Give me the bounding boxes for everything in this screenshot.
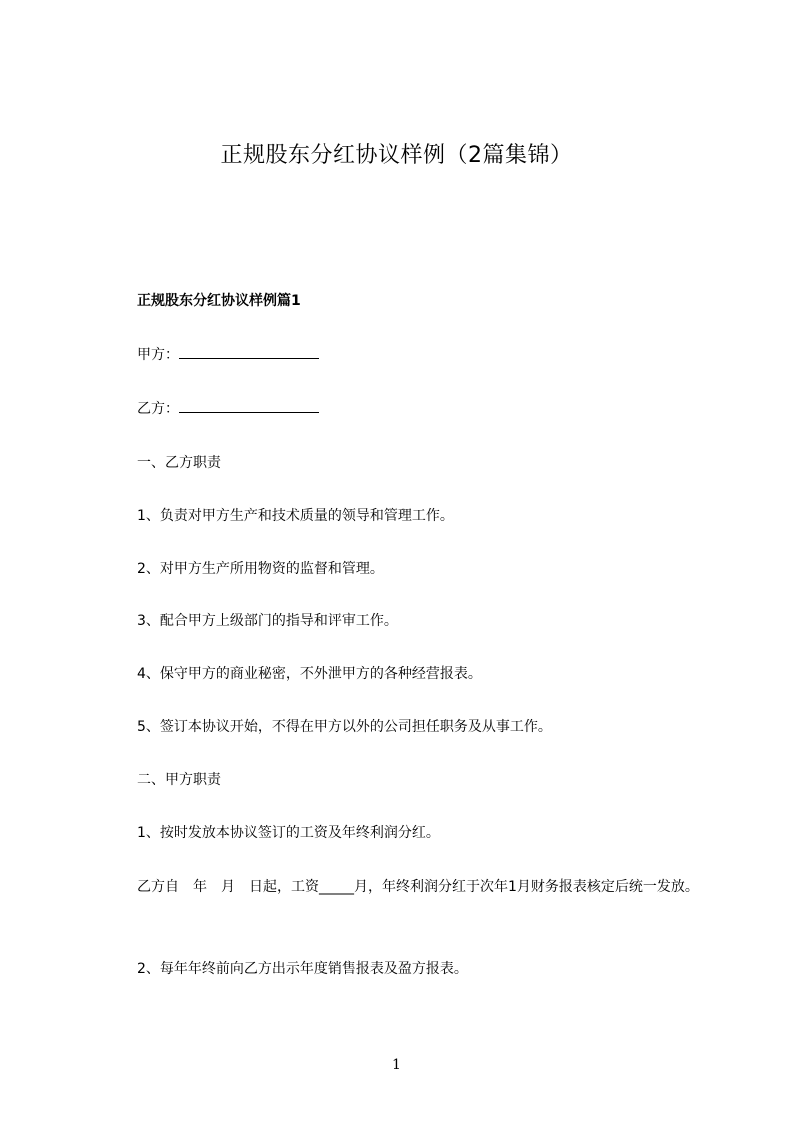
section-2-heading: 二、甲方职责 [137,772,221,788]
section-1-item: 3、配合甲方上级部门的指导和评审工作。 [137,613,398,629]
document-title: 正规股东分红协议样例（2篇集锦） [220,143,573,168]
section-1-item: 5、签订本协议开始，不得在甲方以外的公司担任职务及从事工作。 [137,719,552,735]
section-subtitle: 正规股东分红协议样例篇1 [137,293,301,309]
party-a-blank [179,344,319,359]
page-number: 1 [392,1057,401,1073]
section-2-item: 1、按时发放本协议签订的工资及年终利润分红。 [137,825,440,841]
section-1-item: 2、对甲方生产所用物资的监督和管理。 [137,561,384,577]
party-a-line [137,344,319,366]
section-1-heading: 一、乙方职责 [137,455,221,471]
party-b-blank [179,398,319,413]
party-b-line [137,398,319,420]
section-1-item: 1、负责对甲方生产和技术质量的领导和管理工作。 [137,508,454,524]
party-b-label: 乙方： [137,401,179,417]
party-a-label: 甲方： [137,347,179,363]
section-2-paragraph: 乙方自 年 月 日起，工资_____月，年终利润分红于次年1月财务报表核定后统一发放。 [137,879,699,895]
section-2-item: 2、每年年终前向乙方出示年度销售报表及盈方报表。 [137,961,468,977]
section-1-item: 4、保守甲方的商业秘密，不外泄甲方的各种经营报表。 [137,666,482,682]
